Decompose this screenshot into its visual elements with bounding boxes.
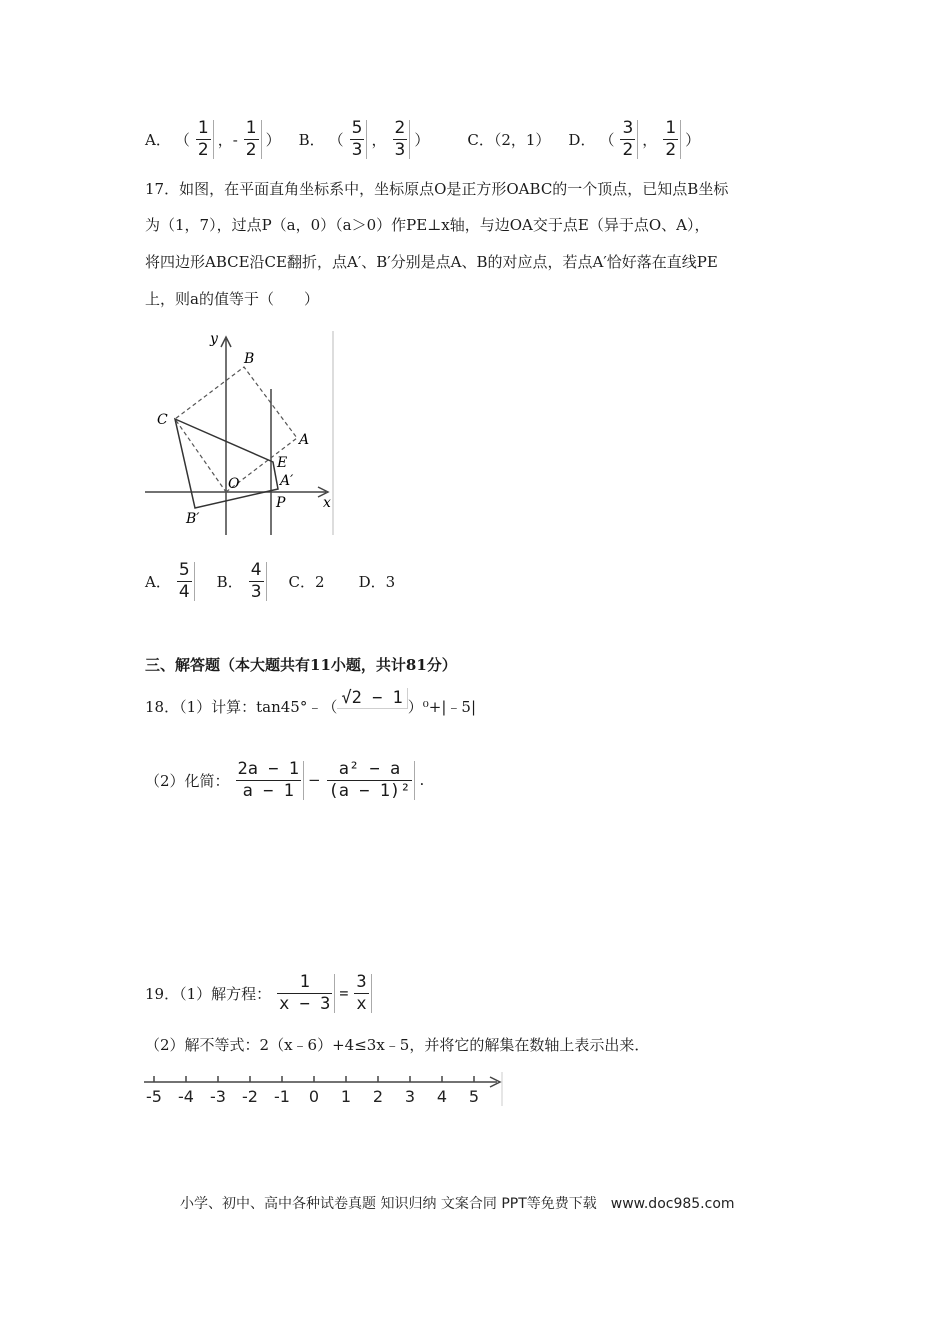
label-c: C: [157, 412, 168, 428]
number-line-label: -5: [146, 1087, 162, 1106]
label-b: B: [244, 351, 255, 367]
label-e: E: [277, 455, 288, 471]
q17-line-1: 17．如图，在平面直角坐标系中，坐标原点O是正方形OABC的一个顶点，已知点B坐标: [145, 180, 729, 198]
q17-option-d: D．3: [358, 572, 396, 591]
q17-option-c: C．2: [288, 572, 325, 591]
q18-end: .: [419, 771, 425, 789]
number-line-label: 4: [436, 1087, 448, 1106]
q16-option-c: C．（2，1）: [467, 130, 551, 149]
section-3-heading: 三、解答题（本大题共有11小题，共计81分）: [145, 656, 457, 674]
number-line-label: -3: [210, 1087, 226, 1106]
q17-figure: [140, 327, 340, 537]
label-y: y: [210, 331, 218, 347]
q17-option-a-fraction: $\frac{5}{4}$: [175, 562, 195, 601]
q16-option-a-open: （: [174, 130, 190, 149]
q17-option-a-label: A．: [145, 572, 171, 591]
q16-option-a-separator: ，-: [217, 130, 238, 149]
q18-part-2-prefix: （2）化简：: [145, 771, 230, 790]
q17-line-2: 为（1，7），过点P（a，0）（a＞0）作PE⊥x轴，与边OA交于点E（异于点O、A），: [145, 216, 710, 234]
q16-options-row: [145, 116, 700, 162]
q16-option-b-label: B．: [298, 130, 325, 149]
number-line: [142, 1072, 506, 1106]
number-line-label: 2: [372, 1087, 384, 1106]
q19-equals: =: [339, 984, 349, 1002]
label-x: x: [323, 495, 331, 511]
q18-fraction-1: $\frac{2a - 1}{a - 1}$: [234, 761, 304, 800]
q19-part-1: [145, 968, 372, 1018]
number-line-label: 0: [308, 1087, 320, 1106]
page-footer: 小学、初中、高中各种试卷真题 知识归纳 文案合同 PPT等免费下载 www.doc985.com: [180, 1196, 735, 1212]
q17-option-b-fraction: $\frac{4}{3}$: [247, 562, 267, 601]
number-line-label: -1: [274, 1087, 290, 1106]
q18-fraction-2: $\frac{\text{a² − a}}{\text{(a − 1)²}}$: [325, 761, 416, 800]
q18-part-1-suffix: ）⁰+|﹣5|: [407, 697, 477, 716]
q16-option-d-fraction-1: $\frac{3}{2}$: [618, 120, 638, 159]
q19-part-1-prefix: 19．（1）解方程：: [145, 984, 272, 1003]
number-line-label: 5: [468, 1087, 480, 1106]
number-line-labels: [146, 1087, 479, 1106]
label-a-prime: A′: [280, 473, 294, 489]
q18-part-2: [145, 752, 424, 808]
q16-option-a-label: A．: [145, 130, 171, 149]
label-b-prime: B′: [186, 511, 200, 527]
q17-line-3: 将四边形ABCE沿CE翻折，点A′、B′分别是点A、B的对应点，若点A′恰好落在直线PE: [145, 253, 718, 271]
square-oabc: [175, 367, 297, 492]
number-line-label: -4: [178, 1087, 194, 1106]
label-a: A: [299, 432, 310, 448]
q16-option-b-fraction-2: $\frac{2}{3}$: [391, 120, 411, 159]
q16-option-b-open: （: [328, 130, 344, 149]
q18-part-1-prefix: 18．（1）计算：tan45°﹣（: [145, 697, 338, 716]
q16-option-d-close: ）: [685, 130, 701, 149]
q16-option-d-label: D．: [568, 130, 596, 149]
q19-fraction-2: $\frac{3}{x}$: [352, 974, 371, 1013]
q17-options-row: [145, 558, 395, 604]
q16-option-d-fraction-2: $\frac{1}{2}$: [661, 120, 681, 159]
q16-option-b-close: ）: [414, 130, 430, 149]
q16-option-a-fraction-1: $\frac{1}{2}$: [194, 120, 214, 159]
number-line-label: 1: [340, 1087, 352, 1106]
q19-fraction-1: $\frac{1}{x - 3}$: [275, 974, 335, 1013]
label-o: O: [228, 476, 240, 492]
label-p: P: [276, 495, 286, 511]
q16-option-d-separator: ，: [642, 130, 658, 149]
number-line-label: -2: [242, 1087, 258, 1106]
q18-minus: −: [307, 771, 321, 789]
q19-part-2: （2）解不等式：2（x﹣6）+4≤3x﹣5，并将它的解集在数轴上表示出来．: [145, 1036, 650, 1054]
number-line-ticks: [154, 1076, 474, 1082]
q16-option-a-fraction-2: $\frac{1}{2}$: [242, 120, 262, 159]
q16-option-b-fraction-1: $\frac{5}{3}$: [348, 120, 368, 159]
q18-part-1: [145, 686, 476, 726]
q17-option-b-label: B．: [216, 572, 243, 591]
q16-option-d-open: （: [599, 130, 615, 149]
number-line-label: 3: [404, 1087, 416, 1106]
q18-radical: √2 − 1: [337, 688, 407, 709]
q16-option-b-separator: ，: [371, 130, 387, 149]
q16-option-a-close: ）: [265, 130, 281, 149]
q17-line-4: 上，则a的值等于（ ）: [145, 290, 319, 308]
